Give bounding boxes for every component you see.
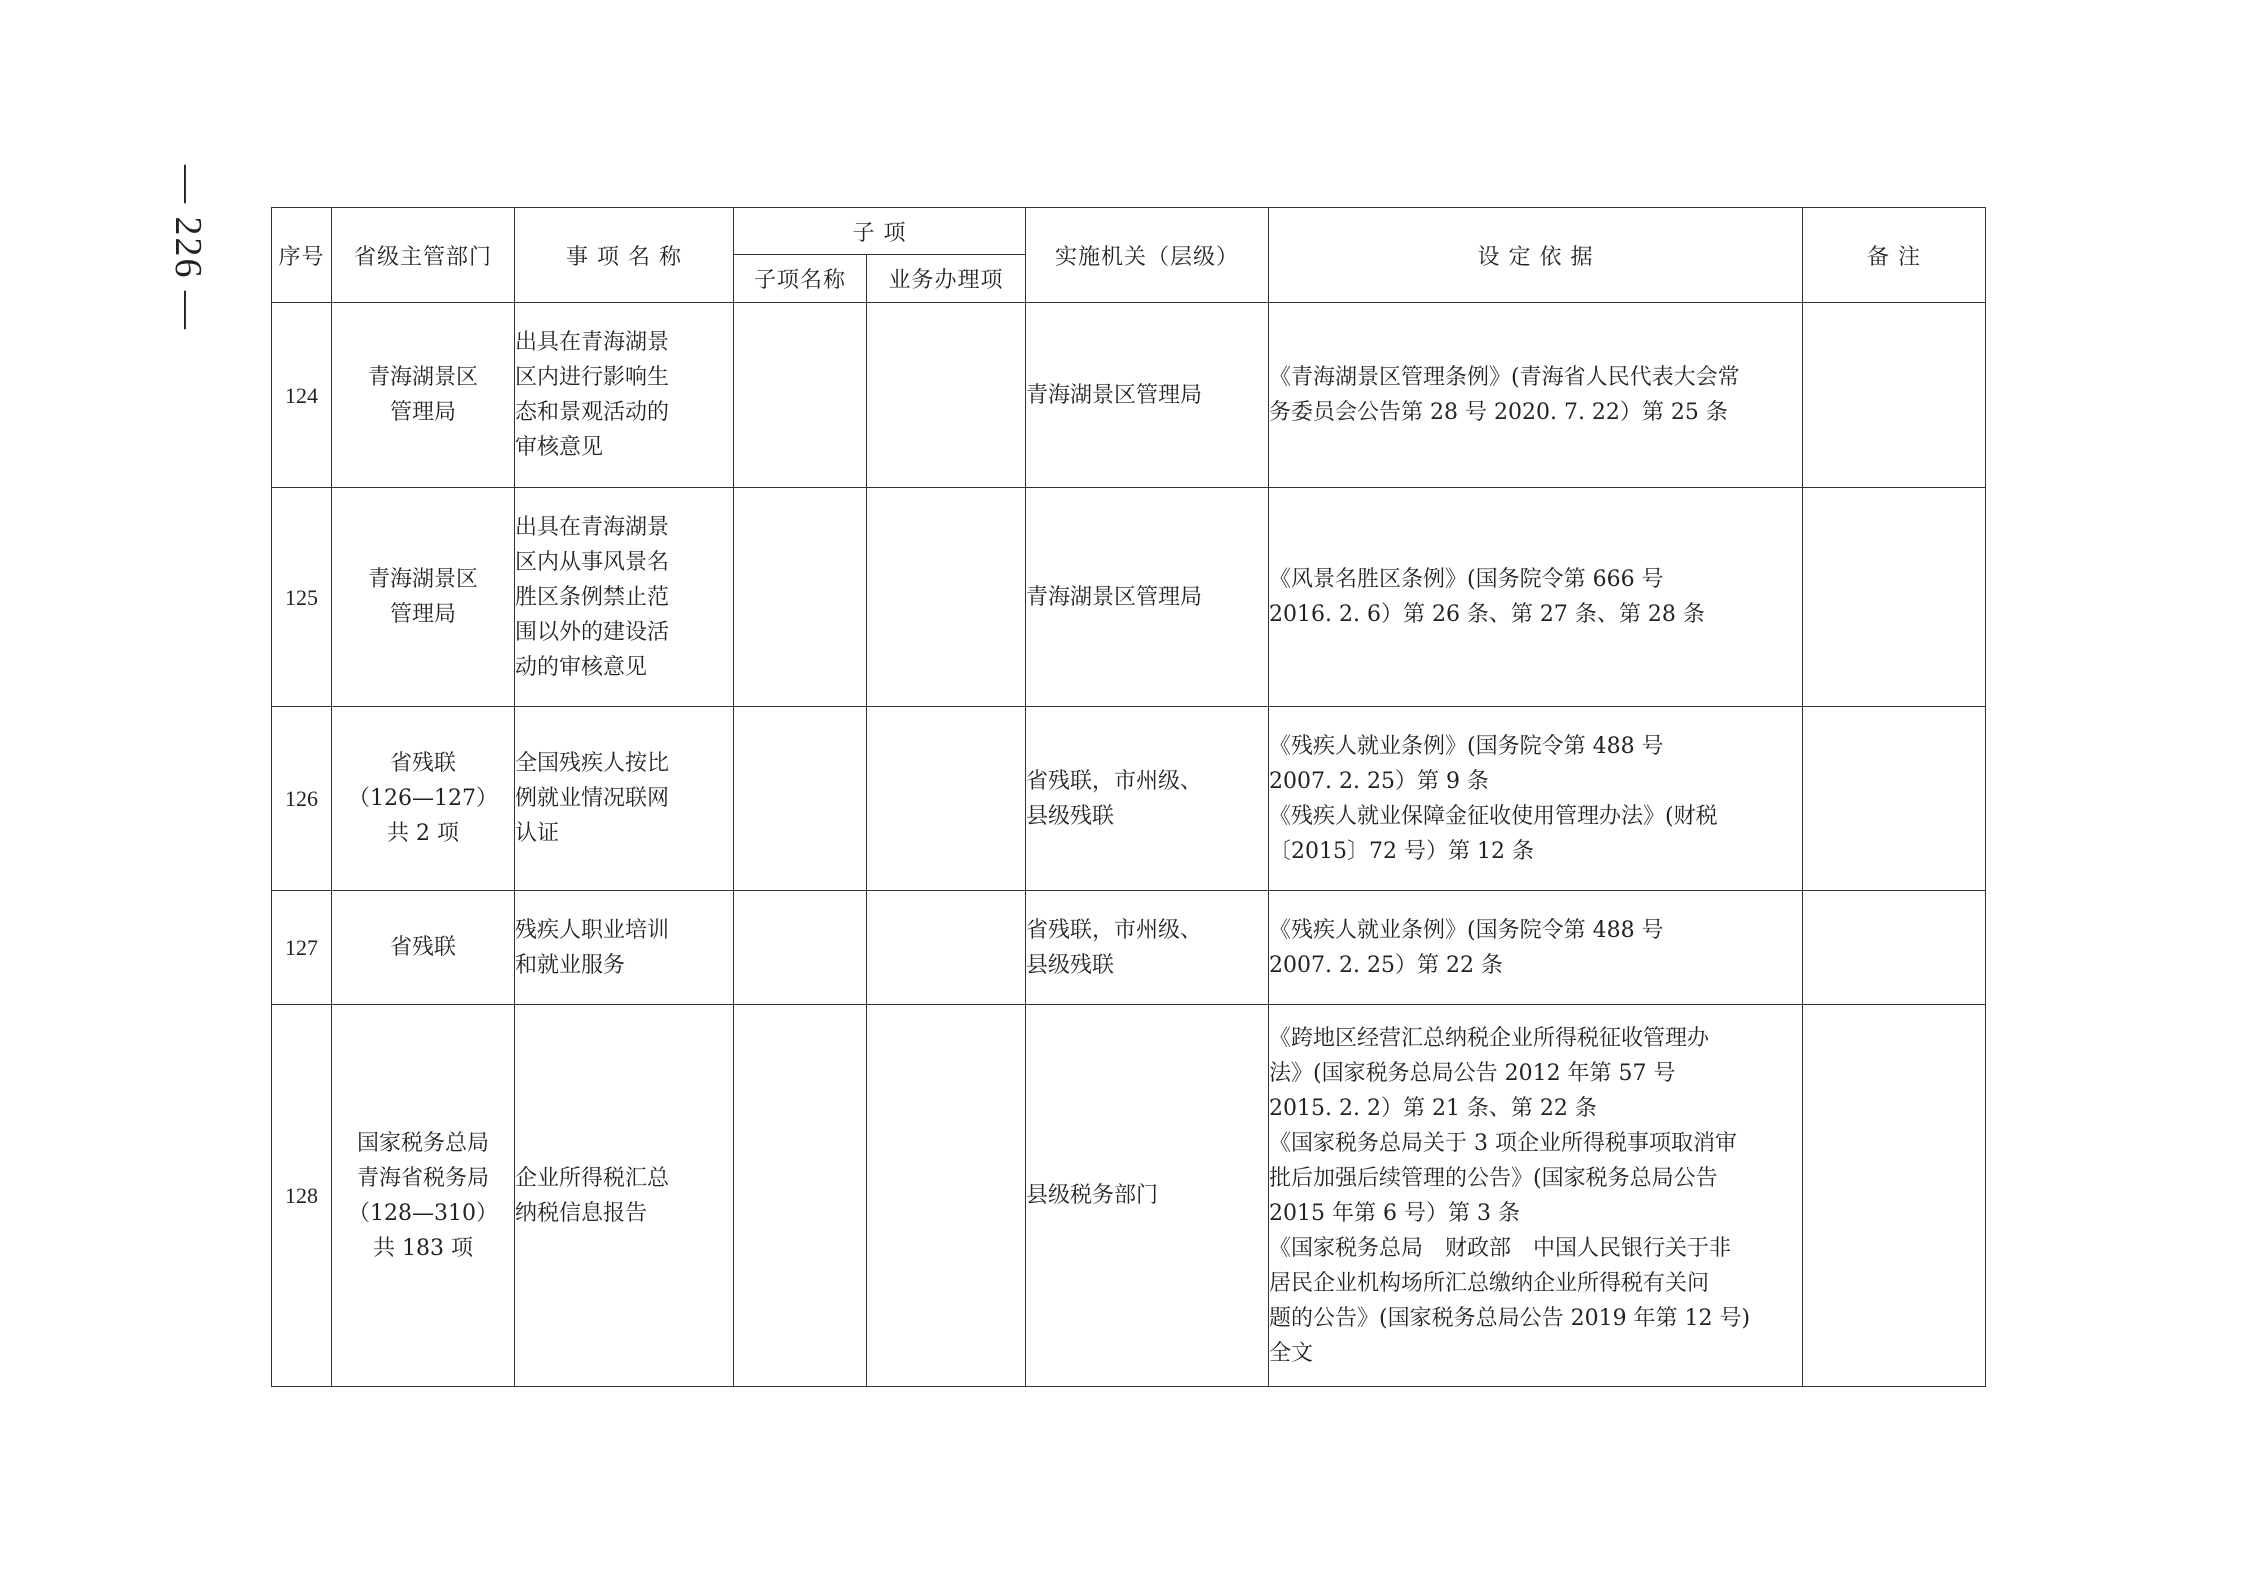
cell-item-name-line: 动的审核意见: [515, 654, 648, 680]
cell-item-name-line: 和就业服务: [515, 952, 626, 978]
cell-item-name: [515, 891, 734, 1005]
cell-sub-name: [734, 891, 867, 1005]
cell-basis-line: 2007. 2. 25）第 9 条: [1269, 768, 1489, 794]
page-number: — 226 —: [167, 165, 209, 331]
cell-basis: [1269, 1005, 1803, 1387]
cell-basis: [1269, 891, 1803, 1005]
cell-dept-line: 管理局: [389, 602, 456, 627]
cell-dept-line: 青海湖景区: [367, 365, 478, 390]
table-row: [272, 707, 1986, 891]
cell-basis-line: 法》(国家税务总局公告 2012 年第 57 号: [1269, 1060, 1676, 1086]
cell-basis-line: 批后加强后续管理的公告》(国家税务总局公告: [1269, 1165, 1718, 1191]
cell-agency-line: 青海湖景区管理局: [1026, 584, 1203, 610]
cell-basis-line: 2015. 2. 2）第 21 条、第 22 条: [1269, 1095, 1597, 1121]
cell-business: [867, 1005, 1026, 1387]
cell-item-name: [515, 303, 734, 488]
header-sub: 子 项: [734, 208, 1026, 255]
cell-seq: 127: [272, 891, 332, 1005]
cell-basis: [1269, 707, 1803, 891]
cell-remark: [1803, 1005, 1986, 1387]
cell-agency: [1026, 303, 1269, 488]
cell-sub-name: [734, 707, 867, 891]
header-basis: 设 定 依 据: [1269, 208, 1803, 303]
table-row: [272, 488, 1986, 707]
cell-dept: [332, 488, 515, 707]
cell-item-name-line: 区内进行影响生: [515, 365, 670, 390]
cell-basis-line: 《跨地区经营汇总纳税企业所得税征收管理办: [1269, 1025, 1710, 1051]
cell-item-name-line: 胜区条例禁止范: [515, 584, 670, 610]
cell-remark: [1803, 303, 1986, 488]
cell-basis-line: 《残疾人就业保障金征收使用管理办法》(财税: [1269, 803, 1718, 829]
cell-sub-name: [734, 303, 867, 488]
cell-dept-line: 青海湖景区: [367, 567, 478, 592]
cell-item-name-line: 区内从事风景名: [515, 549, 670, 575]
cell-dept-line: （126—127）: [348, 786, 498, 811]
header-business: 业务办理项: [867, 255, 1026, 303]
cell-agency: [1026, 488, 1269, 707]
cell-basis-line: 〔2015〕72 号）第 12 条: [1269, 838, 1534, 864]
cell-dept-line: 管理局: [389, 400, 456, 425]
cell-basis: [1269, 303, 1803, 488]
cell-item-name: [515, 1005, 734, 1387]
cell-basis: [1269, 488, 1803, 707]
cell-agency-line: 青海湖景区管理局: [1026, 382, 1203, 408]
items-table: [271, 207, 1986, 1387]
cell-agency-line: 省残联，市州级、: [1026, 768, 1203, 794]
cell-seq: 125: [272, 488, 332, 707]
cell-basis-line: 题的公告》(国家税务总局公告 2019 年第 12 号): [1269, 1305, 1751, 1331]
cell-agency: [1026, 707, 1269, 891]
cell-seq: 128: [272, 1005, 332, 1387]
cell-dept-line: 共 2 项: [387, 821, 459, 846]
header-seq: 序号: [272, 208, 332, 303]
cell-dept-line: 省残联: [389, 935, 456, 960]
cell-business: [867, 891, 1026, 1005]
cell-basis-line: 居民企业机构场所汇总缴纳企业所得税有关问: [1269, 1270, 1710, 1296]
cell-item-name-line: 审核意见: [515, 435, 604, 460]
cell-basis-line: 《残疾人就业条例》(国务院令第 488 号: [1269, 733, 1664, 759]
cell-remark: [1803, 891, 1986, 1005]
cell-dept-line: 省残联: [389, 751, 456, 776]
cell-basis-line: 全文: [1269, 1340, 1314, 1366]
cell-business: [867, 707, 1026, 891]
cell-item-name-line: 残疾人职业培训: [515, 917, 670, 943]
cell-basis-line: 《国家税务总局 财政部 中国人民银行关于非: [1269, 1235, 1732, 1261]
cell-item-name-line: 纳税信息报告: [515, 1200, 648, 1226]
cell-dept-line: 国家税务总局: [356, 1130, 489, 1156]
cell-dept-line: 青海省税务局: [356, 1165, 489, 1191]
cell-seq: 124: [272, 303, 332, 488]
header-agency: 实施机关（层级）: [1026, 208, 1269, 303]
cell-basis-line: 《风景名胜区条例》(国务院令第 666 号: [1269, 567, 1664, 592]
cell-agency-line: 县级残联: [1026, 952, 1115, 978]
cell-item-name-line: 认证: [515, 821, 560, 846]
cell-business: [867, 488, 1026, 707]
cell-dept-line: （128—310）: [348, 1200, 498, 1226]
cell-item-name-line: 态和景观活动的: [515, 400, 670, 425]
cell-basis-line: 2016. 2. 6）第 26 条、第 27 条、第 28 条: [1269, 602, 1705, 627]
table-row: [272, 303, 1986, 488]
cell-basis-line: 《青海湖景区管理条例》(青海省人民代表大会常: [1269, 365, 1740, 390]
cell-item-name-line: 出具在青海湖景: [515, 514, 670, 540]
cell-item-name: [515, 488, 734, 707]
cell-dept: [332, 707, 515, 891]
cell-dept-line: 共 183 项: [373, 1235, 473, 1261]
cell-item-name-line: 例就业情况联网: [515, 786, 670, 811]
cell-basis-line: 2015 年第 6 号）第 3 条: [1269, 1200, 1520, 1226]
cell-dept: [332, 1005, 515, 1387]
cell-agency-line: 县级残联: [1026, 803, 1115, 829]
cell-agency-line: 省残联，市州级、: [1026, 917, 1203, 943]
cell-basis-line: 《国家税务总局关于 3 项企业所得税事项取消审: [1269, 1130, 1737, 1156]
cell-item-name: [515, 707, 734, 891]
cell-seq: 126: [272, 707, 332, 891]
cell-dept: [332, 303, 515, 488]
cell-business: [867, 303, 1026, 488]
table-row: [272, 1005, 1986, 1387]
cell-sub-name: [734, 1005, 867, 1387]
cell-agency-line: 县级税务部门: [1026, 1183, 1159, 1208]
cell-sub-name: [734, 488, 867, 707]
cell-agency: [1026, 891, 1269, 1005]
cell-remark: [1803, 488, 1986, 707]
cell-basis-line: 务委员会公告第 28 号 2020. 7. 22）第 25 条: [1269, 400, 1728, 425]
cell-item-name-line: 全国残疾人按比: [515, 751, 670, 776]
header-dept: 省级主管部门: [332, 208, 515, 303]
header-remark: 备 注: [1803, 208, 1986, 303]
header-item-name: 事 项 名 称: [515, 208, 734, 303]
cell-agency: [1026, 1005, 1269, 1387]
cell-dept: [332, 891, 515, 1005]
cell-basis-line: 2007. 2. 25）第 22 条: [1269, 952, 1503, 978]
cell-item-name-line: 企业所得税汇总: [515, 1165, 670, 1191]
cell-item-name-line: 围以外的建设活: [515, 619, 670, 645]
cell-basis-line: 《残疾人就业条例》(国务院令第 488 号: [1269, 917, 1664, 943]
header-sub-name: 子项名称: [734, 255, 867, 303]
cell-remark: [1803, 707, 1986, 891]
cell-item-name-line: 出具在青海湖景: [515, 330, 670, 355]
table-row: [272, 891, 1986, 1005]
